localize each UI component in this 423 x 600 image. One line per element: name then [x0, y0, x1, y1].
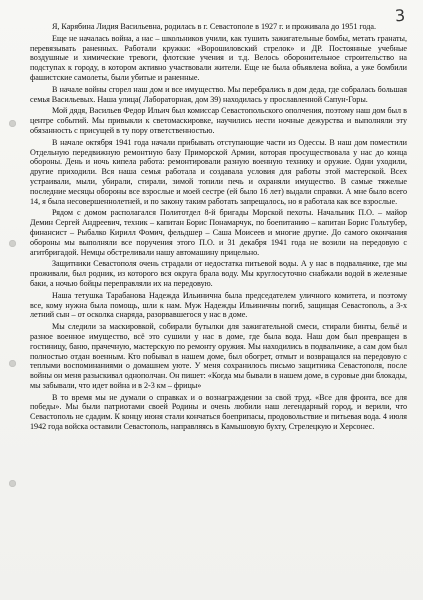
paragraph: Мой дядя, Васильев Федор Ильич был комиссар Севастопольского ополчения, поэтому наш дом был в центре событий. Мы привыкли к светомаскировке, научились нести ночные дежурства и выполняли эту обязанность с присущей в ту пору ответственностью. [30, 106, 407, 135]
punch-hole [9, 120, 16, 127]
page-number: 3 [394, 5, 406, 26]
paragraph: Еще не началась война, а нас – школьников учили, как тушить зажигательные бомбы, метать гранаты, перевязывать раненных. Работали кружки: «Ворошиловский стрелок» и ДР. Постоянные учебные воздушные и химические тревоги, флотские учения и т.д. Велось оборонительное строительство на подступах к городу, в котором активно участвовали жители. Еще не была объявлена война, а уже бомбили фашистские самолеты, были убитые и раненные. [30, 33, 407, 82]
paragraph: Рядом с домом располагался Политотдел 8-й бригады Морской пехоты. Начальник П.О. – майор Демин Сергей Андреевич, техник – капитан Борис Понамарчук, по боепитанию – капитан Борис Гольтубер, финансист – Рыбалко Кирилл Фомич, фельдшер – Саша Моисеев и многие другие. До самого окончания обороны мы выполняли все поручения этого П.О. и 31 декабря 1941 года не возили на передовую с агитбригадой. Немцы обстреливали нашу автомашину прицельно. [30, 208, 407, 257]
paragraph: Я, Карябина Лидия Васильевна, родилась в г. Севастополе в 1927 г. и проживала до 1951 года. [52, 22, 377, 31]
paragraph: В начале войны сгорел наш дом и все имущество. Мы перебрались в дом деда, где собралась большая семья Васильевых. Наша улица( Лабораторная, дом 39) находилась у прославленной Сапун-Горы. [30, 84, 407, 104]
paragraph: Мы следили за маскировкой, собирали бутылки для зажигательной смеси, стирали бинты, бельё и разное военное имущество, всё это сушили у нас в доме, где была вода. Наш дом был превращен в гостиницу, баню, прачечную, мастерскую по ремонту оружия. Мы находились в подвальчике, а сам дом был полностью отдан военным. Кто побывал в нашем доме, был обогрет, отмыт и возвращался на передовую с теплыми воспоминаниями о домашнем уюте. У меня сохранилось письмо защитника Севастополя, после войны он меня разыскивал однополчан. Он пишет: «Когда мы бывали в нашем доме, в суровые дни блокады, мы забывали, что идет война и в 2-3 км – фрицы» [30, 322, 407, 390]
punch-hole [9, 360, 16, 367]
punch-hole [9, 480, 16, 487]
paragraph: В то время мы не думали о справках и о вознаграждении за свой труд. «Все для фронта, все для победы». Мы были патриотами своей Родины и очень любили наш легендарный город, и верили, что Севастополь не сдадим. К концу июня стали кончаться боеприпасы, продовольствие и питьевая вода. 4 июля 1942 года войска оставили Севастополь, направляясь в Камышовую бухту, Стрелецкую и Херсонес. [30, 392, 407, 432]
document-text [30, 22, 407, 432]
paragraph: В начале октября 1941 года начали прибывать отступающие части из Одессы. В наш дом поместили Отдельную передвижную ремонтную базу Приморской Армии, которая просуществовала у нас до конца обороны. День и ночь кипела работа: ремонтировали разную военную технику и оружие. Одни уходили, другие приходили. Вся наша семья работала и создавала условия для работы этой мастерской. Всех устраивали, мыли, убирали, стирали, зимой топили печь и охраняли имущество. В самые тяжелые последние месяцы обороны все взрослые и моей сестре (ей было 16 лет) выдали справки. А мне было всего 14, я была несовершеннолетней, и по закону таким работать запрещалось, но я работала как все взрослые. [30, 137, 407, 206]
punch-hole [9, 240, 16, 247]
paragraph: Защитники Севастополя очень страдали от недостатка питьевой воды. А у нас в подвальчике, где мы проживали, был родник, из которого вся округа брала воду. Мы круглосуточно снабжали водой в железные баки, а ночью бойцы переправляли их на передовую. [30, 259, 407, 288]
paragraph: Наша тетушка Тарабанова Надежда Ильинична была председателем уличного комитета, и поэтому все, кому нужна была помощь, шли к нам. Муж Надежды Ильиничны погиб, защищая Севастополь, а 3-х летний сын – от осколка снаряда, разорвавшегося у нас в доме. [30, 290, 407, 320]
